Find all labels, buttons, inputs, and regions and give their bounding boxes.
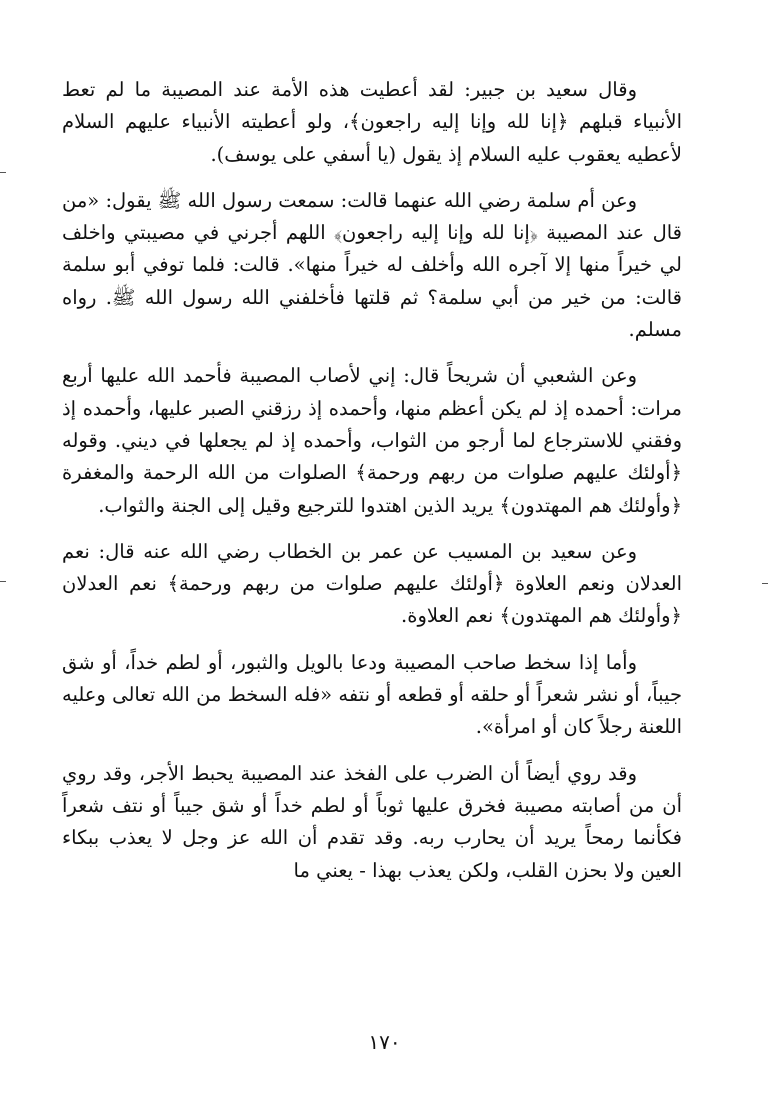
paragraph-discontent: وأما إذا سخط صاحب المصيبة ودعا بالويل والثبور، أو لطم خداً، أو شق جيباً، أو نشر شعراً أو حلقه أو قطعه أو نتفه «فله السخط من الله تعالى وعليه اللعنة رجلاً كان أو امرأة». (62, 650, 683, 739)
paragraph-shurayh: وعن الشعبي أن شريحاً قال: إني لأصاب المصيبة فأحمد الله عليها أربع مرات: أحمده إذ لم يكن أعظم منها، وأحمده إذ رزقني الصبر عليها، وأحمده إذ وفقني للاسترجاع لما أرجو من الثواب، وأحمده إذ لم يجعلها في ديني. وقوله ﴿أولئك عليهم صلوات من ربهم ورحمة﴾ الصلوات من الله الرحمة والمغفرة ﴿وأولئك هم المهتدون﴾ يريد الذين اهتدوا للترجيع وقيل إلى الجنة والثواب. (62, 364, 682, 517)
paragraph-umm-salama: وعن أم سلمة رضي الله عنهما قالت: سمعت رسول الله ﷺ يقول: «من قال عند المصيبة ﴿إنا لله وإنا إليه راجعون﴾ اللهم أجرني في مصيبتي واخلف لي خيراً منها إلا آجره الله وأخلف له خيراً منها». قالت: فلما توفي أبو سلمة قالت: من خير من أبي سلمة؟ ثم قلتها فأخلفني الله رسول الله ﷺ. رواه مسلم. (62, 188, 682, 342)
paragraph-striking-thigh: وقد روي أيضاً أن الضرب على الفخذ عند المصيبة يحبط الأجر، وقد روي أن من أصابته مصيبة فخرق عليها ثوباً أو لطم خداً أو شق جيباً أو نتف شعراً فكأنما رمحاً يريد أن يحارب ربه. وقد تقدم أن الله عز وجل لا يعذب ببكاء العين ولا بحزن القلب، ولكن يعذب بهذا - يعني ما (62, 761, 682, 882)
page-number: ١٧٠ (368, 1030, 401, 1054)
margin-mark-left-top (0, 172, 6, 173)
margin-mark-right (762, 583, 768, 584)
paragraph-said-ibn-jubayr: وقال سعيد بن جبير: لقد أعطيت هذه الأمة عند المصيبة ما لم تعط الأنبياء قبلهم ﴿إنا لله وإنا إليه راجعون﴾، ولو أعطيته الأنبياء عليهم السلام لأعطيه يعقوب عليه السلام إذ يقول (يا أسفي على يوسف). (62, 78, 682, 166)
paragraph-umar: وعن سعيد بن المسيب عن عمر بن الخطاب رضي الله عنه قال: نعم العدلان ونعم العلاوة ﴿أولئك عليهم صلوات من ربهم ورحمة﴾ نعم العدلان ﴿وأولئك هم المهتدون﴾ نعم العلاوة. (62, 539, 682, 628)
page-body (62, 74, 682, 887)
margin-mark-left-bottom (0, 581, 6, 582)
